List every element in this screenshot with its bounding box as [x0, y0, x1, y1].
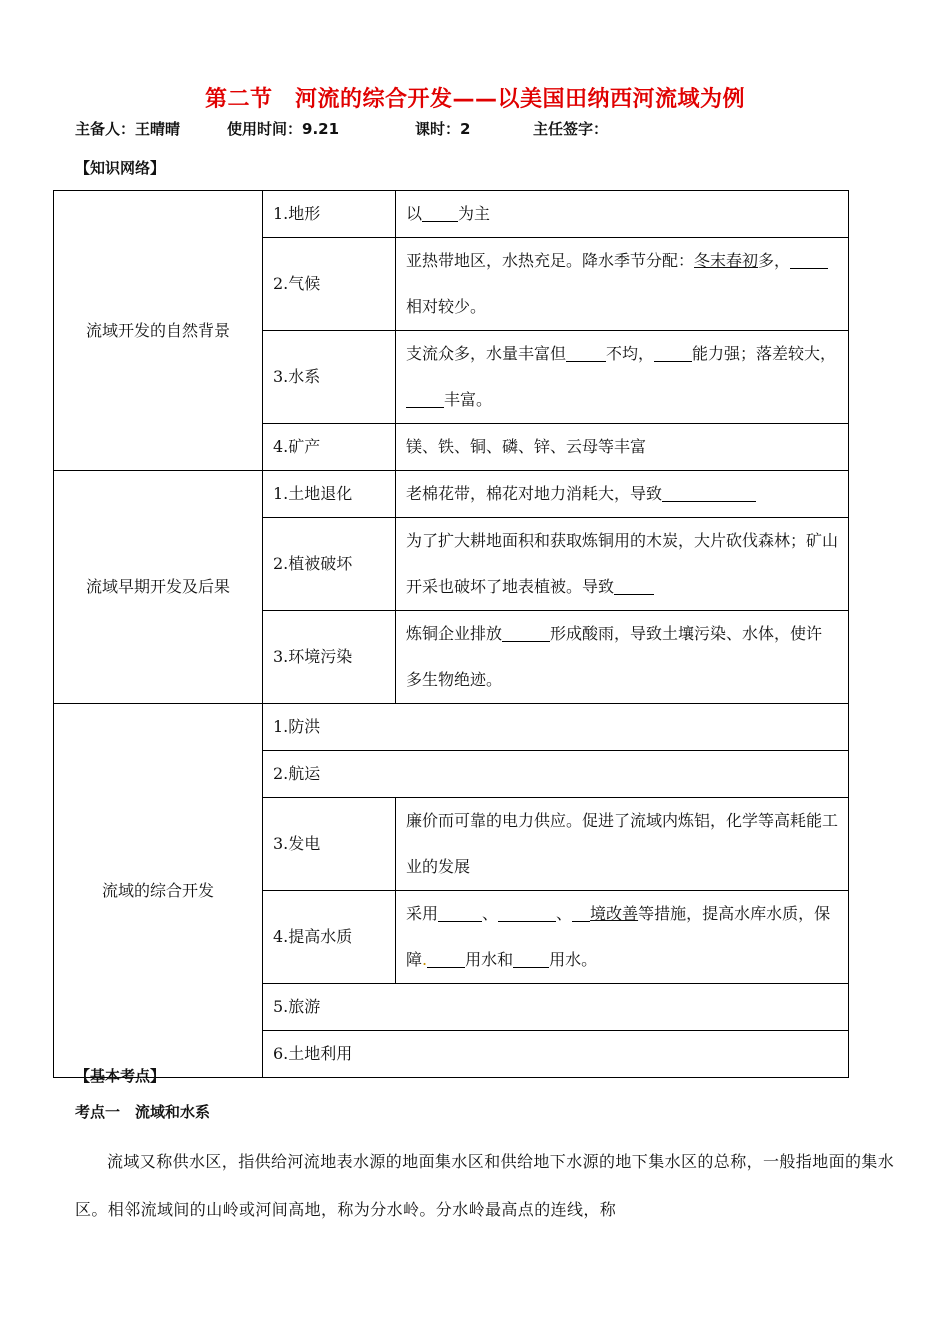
desc-water-quality — [396, 891, 849, 984]
knowledge-network-heading: 【知识网络】 — [75, 159, 166, 177]
subtopic-minerals: 4.矿产 — [263, 424, 396, 471]
table-row — [54, 191, 849, 238]
subtopic-land-use: 6.土地利用 — [263, 1031, 849, 1078]
subtopic-water-system: 3.水系 — [263, 331, 396, 424]
knowledge-table — [53, 190, 849, 1078]
class-hours: 课时：2 — [415, 120, 471, 138]
blank-line — [614, 578, 654, 595]
meta-line — [75, 118, 608, 139]
text: 亚热带地区，水热充足。降水季节分配： — [406, 251, 695, 270]
desc-climate — [396, 238, 849, 331]
subtopic-climate: 2.气候 — [263, 238, 396, 331]
text: 不均， — [606, 344, 655, 363]
table-row — [54, 471, 849, 518]
text: 丰富。 — [444, 390, 493, 409]
desc-pollution — [396, 611, 849, 704]
text: 为主 — [458, 204, 491, 223]
desc-terrain — [396, 191, 849, 238]
subtopic-tourism: 5.旅游 — [263, 984, 849, 1031]
blank-line — [654, 345, 692, 362]
desc-land-degradation — [396, 471, 849, 518]
text: 为了扩大耕地面积和获取炼铜用的木炭，大片砍伐森林；矿山开采也破坏了地表植被。导致 — [406, 531, 839, 596]
blank-line — [662, 485, 756, 502]
category-comprehensive-development: 流域的综合开发 — [54, 704, 263, 1078]
blank-line — [502, 625, 550, 642]
text: 多， — [758, 251, 791, 270]
subtopic-pollution: 3.环境污染 — [263, 611, 396, 704]
blank-line — [406, 391, 444, 408]
blank-line — [513, 951, 549, 968]
use-time: 使用时间：9.21 — [227, 120, 340, 138]
blank-line — [427, 951, 465, 968]
text: 老棉花带，棉花对地力消耗大，导致 — [406, 484, 663, 503]
subtopic-land-degradation: 1.土地退化 — [263, 471, 396, 518]
text: 形成酸雨，导致土壤污染、水体，使许多生物绝迹。 — [406, 624, 823, 689]
blank-line — [572, 905, 590, 922]
text: 相对较少。 — [406, 297, 487, 316]
blank-line — [438, 905, 482, 922]
text: 以 — [406, 204, 423, 223]
table-row — [54, 704, 849, 751]
point-one-heading: 考点一 流域和水系 — [75, 1103, 211, 1121]
text: 支流众多，水量丰富但 — [406, 344, 567, 363]
preparer: 主备人：王晴晴 — [75, 120, 181, 138]
text: 用水和 — [465, 950, 514, 969]
subtopic-terrain: 1.地形 — [263, 191, 396, 238]
subtopic-vegetation-destruction: 2.植被破坏 — [263, 518, 396, 611]
text: 采用 — [406, 904, 439, 923]
blank-line — [790, 252, 828, 269]
page-title: 第二节 河流的综合开发——以美国田纳西河流域为例 — [204, 87, 745, 112]
desc-water-system — [396, 331, 849, 424]
text: 、 — [482, 904, 499, 923]
subtopic-power: 3.发电 — [263, 798, 396, 891]
desc-power: 廉价而可靠的电力供应。促进了流域内炼铝，化学等高耗能工业的发展 — [396, 798, 849, 891]
director-sign: 主任签字： — [533, 120, 609, 138]
desc-vegetation-destruction — [396, 518, 849, 611]
subtopic-flood-control: 1.防洪 — [263, 704, 849, 751]
text: 用水。 — [549, 950, 598, 969]
underlined-text: 境改善 — [590, 904, 639, 923]
blank-line — [498, 905, 556, 922]
text: 等措施，提高水库水质，保障 — [406, 904, 831, 969]
text: 炼铜企业排放 — [406, 624, 503, 643]
blank-line — [422, 205, 458, 222]
subtopic-shipping: 2.航运 — [263, 751, 849, 798]
subtopic-water-quality: 4.提高水质 — [263, 891, 396, 984]
category-early-development: 流域早期开发及后果 — [54, 471, 263, 704]
category-natural-background: 流域开发的自然背景 — [54, 191, 263, 471]
dot-mark: . — [422, 950, 428, 969]
blank-line — [566, 345, 606, 362]
text: 、 — [556, 904, 573, 923]
text: 能力强；落差较大， — [692, 344, 837, 363]
desc-minerals: 镁、铁、铜、磷、锌、云母等丰富 — [396, 424, 849, 471]
basic-points-heading: 【基本考点】 — [75, 1067, 166, 1085]
body-paragraph: 流域又称供水区，指供给河流地表水源的地面集水区和供给地下水源的地下集水区的总称，一般指地面的集水区。相邻流域间的山岭或河间高地，称为分水岭。分水岭最高点的连线，称 — [75, 1152, 895, 1219]
underlined-text: 冬末春初 — [694, 251, 759, 270]
